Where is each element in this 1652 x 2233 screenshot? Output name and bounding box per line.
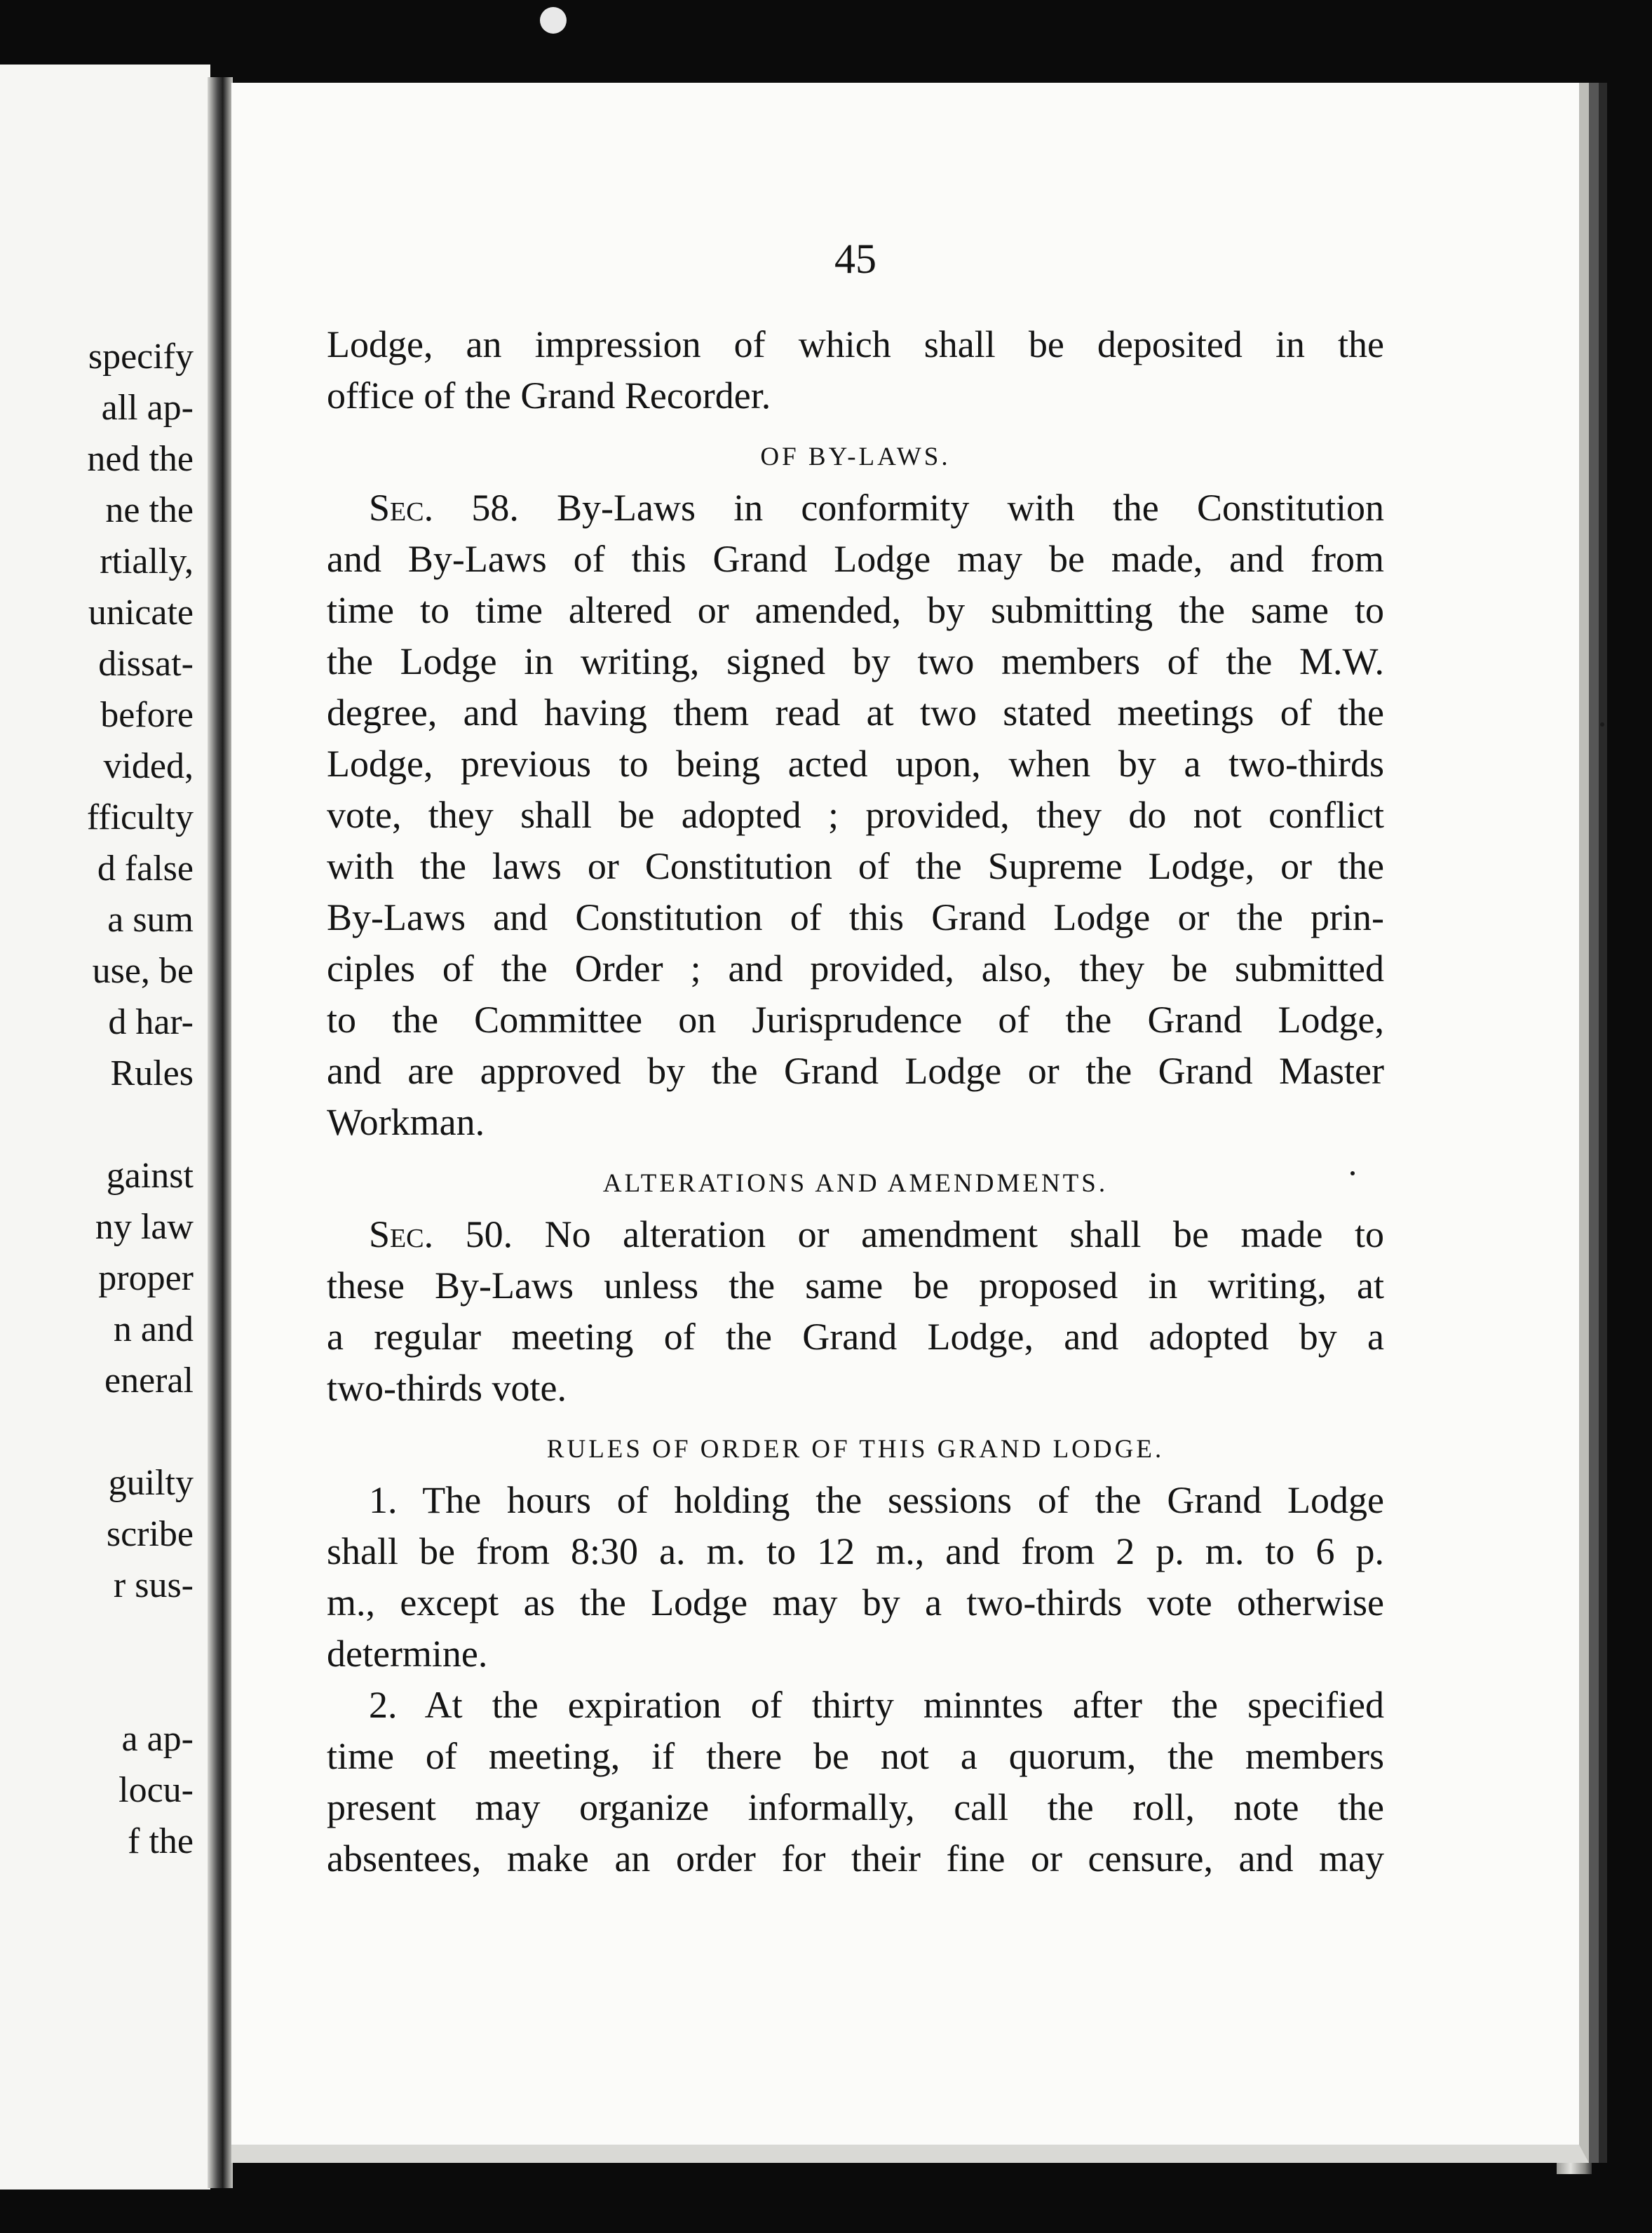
facing-page-line: all ap- bbox=[101, 388, 194, 428]
text-line: and are approved by the Grand Lodge or the Grand Master bbox=[327, 1050, 1384, 1092]
text-line: Workman. bbox=[327, 1101, 485, 1143]
section-50-first-line: 50. No alteration or amendment shall be made to bbox=[465, 1213, 1385, 1255]
facing-page-line: eneral bbox=[104, 1361, 194, 1401]
facing-page-line: locu- bbox=[119, 1770, 194, 1810]
text-line: By-Laws and Constitution of this Grand Lodge or the prin- bbox=[327, 896, 1384, 938]
section-50-body bbox=[327, 1260, 1384, 1414]
text-line: with the laws or Constitution of the Supreme Lodge, or the bbox=[327, 845, 1384, 887]
facing-page-line: d false bbox=[97, 849, 194, 889]
section-58-first-line: 58. By-Laws in conformity with the Constitution bbox=[471, 487, 1385, 529]
facing-page-line: unicate bbox=[88, 593, 194, 633]
rule-2 bbox=[327, 1680, 1384, 1884]
page-number: 45 bbox=[834, 236, 876, 282]
facing-page-line: r sus- bbox=[113, 1565, 194, 1605]
section-heading-by-laws: OF BY-LAWS. bbox=[760, 443, 951, 471]
text-line: determine. bbox=[327, 1633, 488, 1675]
text-line: these By-Laws unless the same be proposed in writing, at bbox=[327, 1264, 1384, 1307]
facing-page-line: ne the bbox=[105, 490, 194, 530]
facing-page-line: use, be bbox=[92, 951, 194, 991]
facing-page-line: ny law bbox=[95, 1207, 194, 1247]
facing-page-text bbox=[0, 331, 210, 1867]
text-line: two-thirds vote. bbox=[327, 1367, 567, 1409]
section-heading-amendments: ALTERATIONS AND AMENDMENTS. bbox=[602, 1169, 1109, 1198]
facing-page-line: f the bbox=[128, 1821, 194, 1861]
facing-page-line: a sum bbox=[107, 900, 194, 940]
facing-page-line bbox=[0, 1099, 210, 1150]
text-line: 2. At the expiration of thirty minntes after the specified bbox=[369, 1684, 1384, 1726]
facing-page-line: gainst bbox=[106, 1156, 194, 1196]
facing-page-line: before bbox=[100, 695, 194, 735]
facing-page-line: scribe bbox=[106, 1514, 194, 1554]
text-line: ciples of the Order ; and provided, also, they be submitted bbox=[327, 947, 1384, 990]
text-line: Lodge, previous to being acted upon, when by a two-thirds bbox=[327, 743, 1384, 785]
facing-page-line: Rules bbox=[110, 1053, 194, 1093]
text-line bbox=[327, 483, 1384, 534]
scan-artifact bbox=[540, 7, 567, 34]
text-line: a regular meeting of the Grand Lodge, and adopted by a bbox=[327, 1316, 1384, 1358]
text-line: and By-Laws of this Grand Lodge may be made, and from bbox=[327, 538, 1384, 580]
rule-1 bbox=[327, 1475, 1384, 1680]
scan-speck bbox=[1600, 722, 1604, 727]
facing-page-line: n and bbox=[113, 1309, 194, 1349]
text-line: degree, and having them read at two stated meetings of the bbox=[327, 692, 1384, 734]
text-line: absentees, make an order for their fine or censure, and may bbox=[327, 1837, 1384, 1880]
page-body bbox=[327, 319, 1384, 1884]
text-line: m., except as the Lodge may by a two-thirds vote otherwise bbox=[327, 1581, 1384, 1624]
text-line: the Lodge in writing, signed by two members of the M.W. bbox=[327, 640, 1384, 682]
facing-page-left bbox=[0, 65, 210, 2190]
facing-page-line: rtially, bbox=[100, 541, 194, 581]
text-line: Lodge, an impression of which shall be deposited in the bbox=[327, 323, 1384, 365]
text-line: shall be from 8:30 a. m. to 12 m., and from 2 p. m. to 6 p. bbox=[327, 1530, 1384, 1572]
facing-page-line: guilty bbox=[108, 1463, 194, 1503]
text-line: to the Committee on Jurisprudence of the Grand Lodge, bbox=[327, 999, 1384, 1041]
facing-page-line: vided, bbox=[103, 746, 194, 786]
section-label: Sec. bbox=[369, 487, 434, 529]
facing-page-line: ned the bbox=[87, 439, 194, 479]
facing-page-line bbox=[0, 1406, 210, 1457]
facing-page-line bbox=[0, 1662, 210, 1713]
text-line: time of meeting, if there be not a quorum, the members bbox=[327, 1735, 1384, 1777]
text-line: present may organize informally, call the roll, note the bbox=[327, 1786, 1384, 1828]
text-line bbox=[327, 1209, 1384, 1260]
facing-page-line: d har- bbox=[108, 1002, 194, 1042]
text-line: vote, they shall be adopted ; provided, they do not conflict bbox=[327, 794, 1384, 836]
book-gutter bbox=[208, 77, 233, 2188]
facing-page-line: proper bbox=[98, 1258, 194, 1298]
facing-page-line: dissat- bbox=[98, 644, 194, 684]
facing-page-line: fficulty bbox=[86, 797, 194, 837]
text-line: time to time altered or amended, by submitting the same to bbox=[327, 589, 1384, 631]
facing-page-line: a ap- bbox=[121, 1719, 194, 1759]
section-heading-rules: RULES OF ORDER OF THIS GRAND LODGE. bbox=[546, 1435, 1165, 1464]
section-58-body bbox=[327, 534, 1384, 1148]
scan-speck bbox=[1350, 1171, 1355, 1175]
section-label: Sec. bbox=[369, 1213, 434, 1255]
text-line: 1. The hours of holding the sessions of the Grand Lodge bbox=[369, 1479, 1384, 1521]
facing-page-line: specify bbox=[88, 337, 194, 377]
facing-page-line bbox=[0, 1611, 210, 1662]
text-line: office of the Grand Recorder. bbox=[327, 375, 771, 417]
